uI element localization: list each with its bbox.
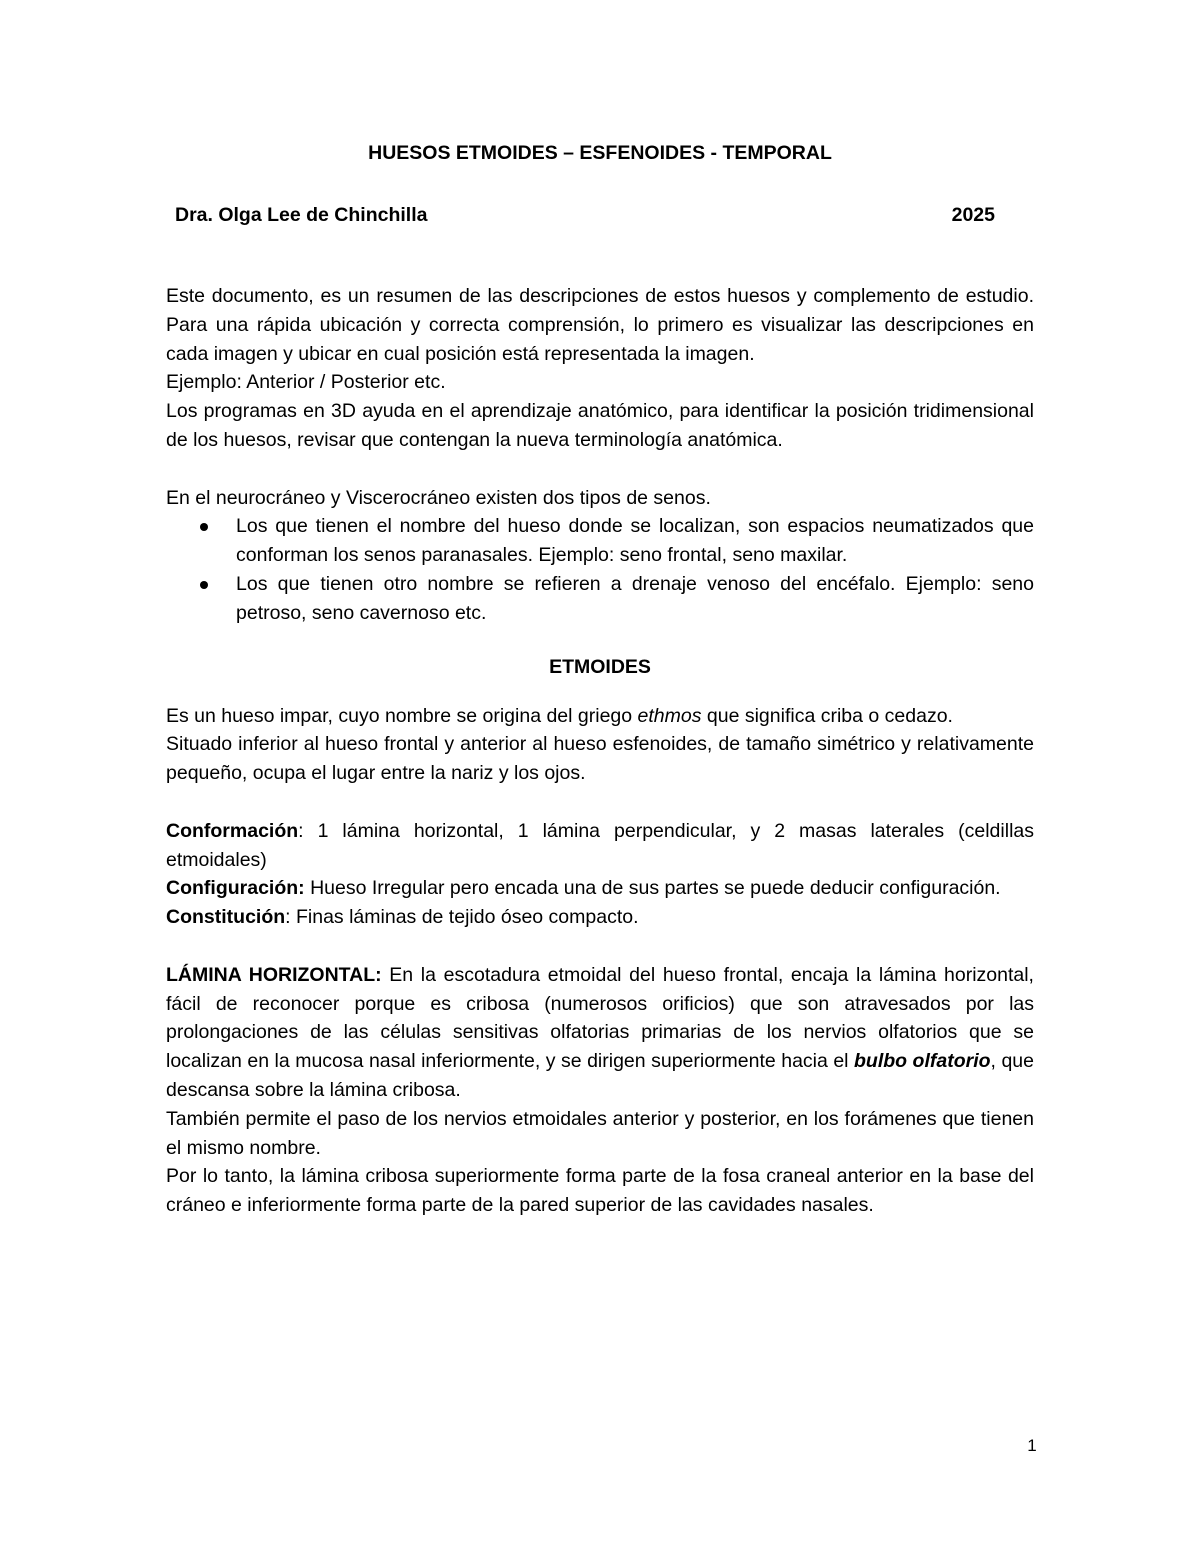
list-item bbox=[236, 512, 1034, 570]
configuracion-paragraph bbox=[166, 874, 1034, 903]
conclusion-paragraph: Por lo tanto, la lámina cribosa superiormente forma parte de la fosa craneal anterior en la base del cráneo e inferiormente forma parte de la pared superior de las cavidades nasales. bbox=[166, 1165, 1034, 1217]
page-number: 1 bbox=[1027, 1436, 1037, 1455]
programs-paragraph: Los programas en 3D ayuda en el aprendizaje anatómico, para identificar la posición tridimensional de los huesos, revisar que contengan la nueva terminología anatómica. bbox=[166, 400, 1034, 451]
bullet-icon bbox=[200, 523, 208, 531]
section-heading-etmoides: ETMOIDES bbox=[549, 655, 651, 678]
etmoides-p1-italic: ethmos bbox=[637, 704, 702, 727]
intro-example: Ejemplo: Anterior / Posterior etc. bbox=[166, 371, 446, 394]
nervios-paragraph: También permite el paso de los nervios etmoidales anterior y posterior, en los forámenes que tienen el mismo nombre. bbox=[166, 1107, 1034, 1159]
list-item bbox=[236, 570, 1034, 628]
conformacion-label: Conformación bbox=[166, 819, 299, 842]
author-row bbox=[166, 198, 1034, 232]
conformacion-paragraph bbox=[166, 817, 1034, 875]
lamina-horizontal-label: LÁMINA HORIZONTAL: bbox=[166, 963, 382, 986]
etmoides-p1-before: Es un hueso impar, cuyo nombre se origina del griego bbox=[166, 704, 638, 727]
sinus-intro: En el neurocráneo y Viscerocráneo existen dos tipos de senos. bbox=[166, 486, 711, 509]
etmoides-p1-after: que significa criba o cedazo. bbox=[701, 704, 953, 727]
conformacion-text: : 1 lámina horizontal, 1 lámina perpendicular, y 2 masas laterales (celdillas etmoidales) bbox=[166, 819, 1034, 871]
document-body bbox=[166, 136, 1034, 1220]
document-title: HUESOS ETMOIDES – ESFENOIDES - TEMPORAL bbox=[368, 142, 832, 164]
list-item-text: Los que tienen otro nombre se refieren a drenaje venoso del encéfalo. Ejemplo: seno petroso, seno cavernoso etc. bbox=[236, 572, 1034, 624]
constitucion-paragraph bbox=[166, 903, 1034, 932]
etmoides-paragraph-2: Situado inferior al hueso frontal y anterior al hueso esfenoides, de tamaño simétrico y relativamente pequeño, ocupa el lugar entre la nariz y los ojos. bbox=[166, 733, 1034, 785]
etmoides-intro bbox=[166, 702, 1034, 788]
bullet-icon bbox=[200, 581, 208, 589]
lamina-bold-italic: bulbo olfatorio bbox=[854, 1050, 991, 1073]
author-name: Dra. Olga Lee de Chinchilla bbox=[175, 204, 428, 226]
constitucion-text: : Finas láminas de tejido óseo compacto. bbox=[285, 906, 639, 929]
sinus-list bbox=[166, 512, 1034, 627]
constitucion-label: Constitución bbox=[166, 906, 286, 929]
lamina-horizontal-paragraph bbox=[166, 961, 1034, 1105]
document-year: 2025 bbox=[951, 204, 995, 226]
list-item-text: Los que tienen el nombre del hueso donde se localizan, son espacios neumatizados que conforman los senos paranasales. Ejemplo: seno frontal, seno maxilar. bbox=[236, 515, 1034, 567]
configuracion-text: Hueso Irregular pero encada una de sus partes se puede deducir configuración. bbox=[304, 877, 1001, 900]
configuracion-label: Configuración: bbox=[166, 877, 305, 900]
etmoides-paragraph-1 bbox=[166, 702, 1034, 731]
lamina-text-after: , que descansa sobre la lámina cribosa. bbox=[166, 1050, 1034, 1101]
spacer bbox=[166, 455, 1034, 484]
intro-paragraph: Este documento, es un resumen de las descripciones de estos huesos y complemento de estudio. Para una rápida ubicación y correcta comprensión, lo primero es visualizar las descripciones en cada imagen y ubicar en cual posición está representada la imagen. bbox=[166, 285, 1034, 365]
intro-section bbox=[166, 282, 1034, 455]
spacer bbox=[166, 788, 1034, 817]
lamina-text-before: En la escotadura etmoidal del hueso frontal, encaja la lámina horizontal, fácil de reconocer porque es cribosa (numerosos orificios) que son atravesados por las prolongaciones de las células sensitivas olfatorias primarias de los nervios olfatorios que se localizan en la mucosa nasal inferiormente, y se dirigen superiormente hacia el bbox=[166, 963, 1034, 1073]
spacer bbox=[166, 932, 1034, 961]
